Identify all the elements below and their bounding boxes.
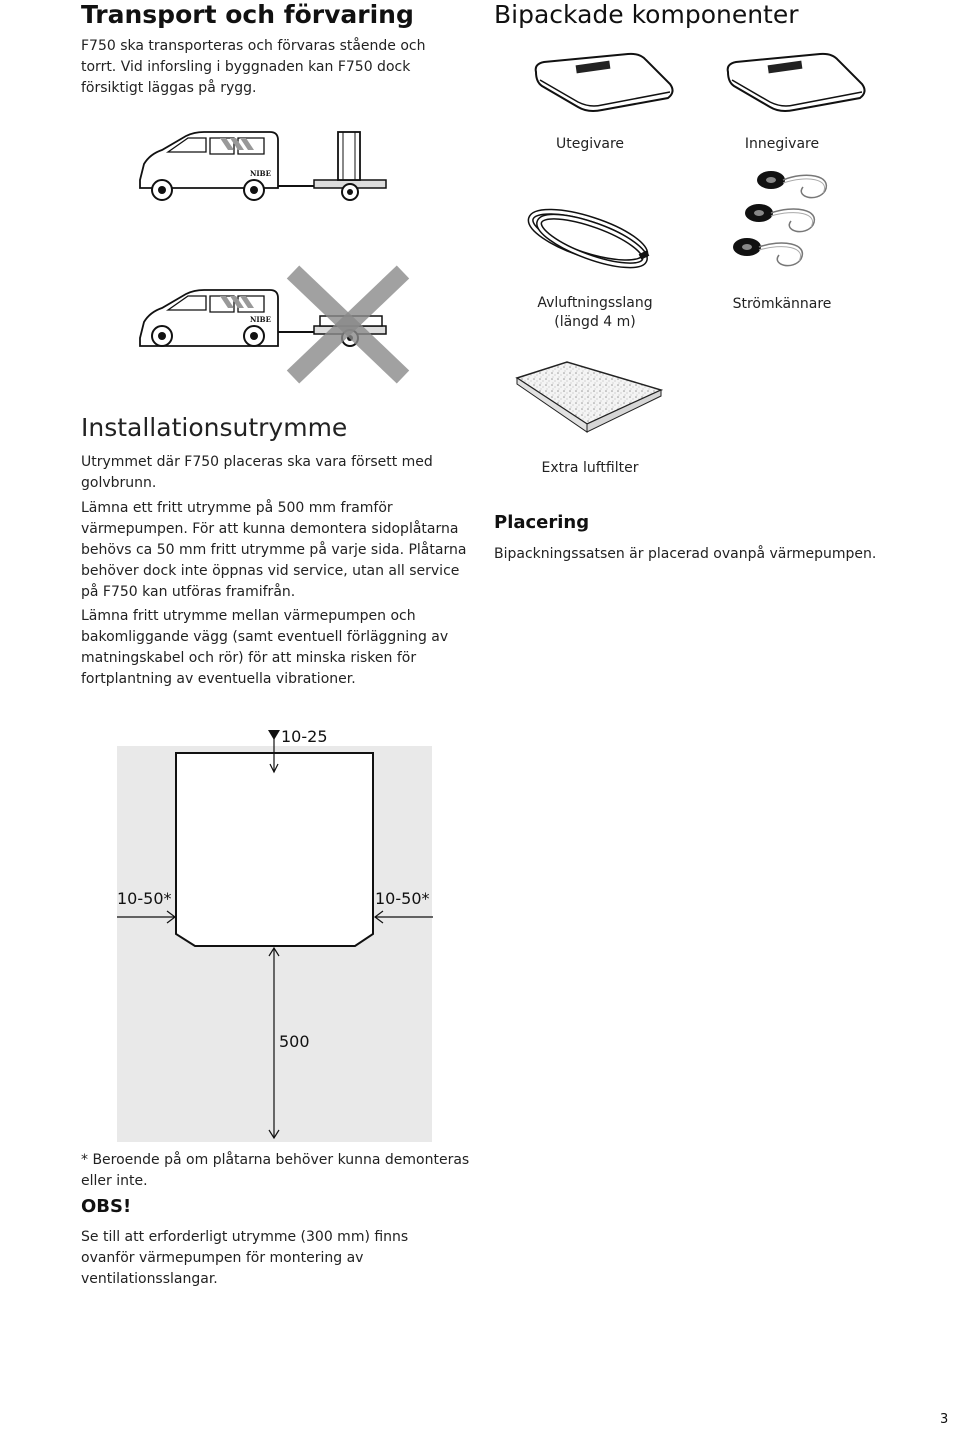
top-clearance-label: 10-25: [281, 727, 328, 746]
caption-hose-label: Avluftningsslang: [537, 295, 653, 311]
caption-current-sensor: Strömkännare: [732, 296, 832, 312]
installation-paragraph-1: Utrymmet där F750 placeras ska vara försett med golvbrunn.: [81, 454, 433, 491]
outdoor-sensor-illustration: [530, 50, 680, 120]
side-clearance-arrows: [115, 905, 435, 935]
caption-innegivare: Innegivare: [744, 136, 820, 152]
placement-text: Bipackningssatsen är placerad ovanpå värmepumpen.: [494, 546, 877, 562]
van-logo: NIBE: [250, 169, 271, 178]
not-allowed-cross-icon: [283, 262, 413, 387]
components-title: Bipackade komponenter: [494, 0, 799, 29]
right-clearance-label: 10-50*: [375, 889, 430, 908]
caption-air-filter: Extra luftfilter: [541, 460, 639, 476]
page-number: 3: [940, 1412, 949, 1427]
installation-paragraph-3: Lämna fritt utrymme mellan värmepumpen och bakomliggande vägg (samt eventuell förläggning av matningskabel och rör) för att minska risken för fortplantning av eventuella vibrationer.: [81, 608, 449, 687]
van-upright-illustration: [138, 130, 398, 210]
caption-hose: [520, 294, 670, 332]
left-clearance-label: 10-50*: [117, 889, 172, 908]
front-clearance-label: 500: [279, 1032, 310, 1051]
vent-hose-illustration: [522, 195, 662, 285]
transport-title: Transport och förvaring: [81, 0, 414, 29]
obs-title: OBS!: [81, 1196, 132, 1217]
installation-paragraph-2: Lämna ett fritt utrymme på 500 mm framför värmepumpen. För att kunna demontera sidoplåtarna behövs ca 50 mm fritt utrymme på varje sida. Plåtarna behöver dock inte öppnas vid service, utan all service på F750 kan utföras framifrån.: [81, 500, 467, 600]
obs-text: Se till att erforderligt utrymme (300 mm) finns ovanför värmepumpen för montering av ventilationsslangar.: [81, 1229, 409, 1287]
installation-title: Installationsutrymme: [81, 413, 348, 442]
van-logo-2: NIBE: [250, 315, 271, 324]
indoor-sensor-illustration: [722, 50, 872, 120]
footnote: * Beroende på om plåtarna behöver kunna demonteras eller inte.: [81, 1152, 470, 1189]
current-sensor-illustration: [725, 165, 835, 275]
caption-utegivare: Utegivare: [555, 136, 625, 152]
air-filter-illustration: [515, 360, 665, 440]
placement-title: Placering: [494, 512, 590, 533]
transport-text: F750 ska transporteras och förvaras stående och torrt. Vid inforsling i byggnaden kan F750 dock försiktigt läggas på rygg.: [81, 38, 426, 96]
caption-hose-sublabel: (längd 4 m): [554, 314, 636, 330]
